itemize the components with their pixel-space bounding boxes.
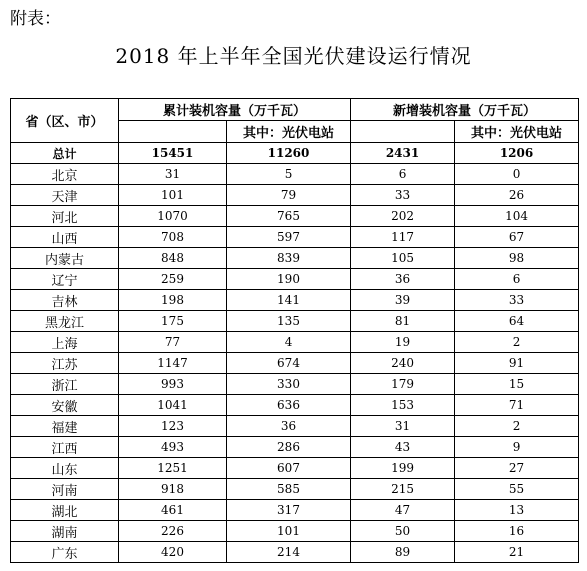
province-cell: 江苏 [11, 353, 119, 374]
table-row [11, 479, 579, 500]
province-cell: 湖南 [11, 521, 119, 542]
new-cell: 43 [351, 437, 455, 458]
total-row [11, 143, 579, 164]
page-title: 2018 年上半年全国光伏建设运行情况 [115, 44, 472, 68]
new-cell: 31 [351, 416, 455, 437]
cumulative-station-cell: 79 [227, 185, 351, 206]
table-row [11, 332, 579, 353]
cumulative-cell: 461 [119, 500, 227, 521]
new-cell: 117 [351, 227, 455, 248]
table-row [11, 500, 579, 521]
cumulative-station-cell: 4 [227, 332, 351, 353]
cumulative-station-cell: 636 [227, 395, 351, 416]
province-cell: 辽宁 [11, 269, 119, 290]
header-row-1 [11, 99, 579, 121]
new-station-cell: 13 [455, 500, 579, 521]
new-cell: 179 [351, 374, 455, 395]
cumulative-cell: 918 [119, 479, 227, 500]
cumulative-cell: 848 [119, 248, 227, 269]
new-cell: 202 [351, 206, 455, 227]
cumulative-cell: 993 [119, 374, 227, 395]
table-row [11, 185, 579, 206]
new-station-cell: 104 [455, 206, 579, 227]
new-cell: 215 [351, 479, 455, 500]
cumulative-station-cell: 765 [227, 206, 351, 227]
cumulative-cell: 226 [119, 521, 227, 542]
appendix-label: 附表： [10, 9, 61, 29]
cumulative-cell: 1251 [119, 458, 227, 479]
table-row [11, 521, 579, 542]
cumulative-station-cell: 36 [227, 416, 351, 437]
cumulative-cell: 1041 [119, 395, 227, 416]
cumulative-station-cell: 5 [227, 164, 351, 185]
cumulative-station-cell: 135 [227, 311, 351, 332]
new-station-cell: 67 [455, 227, 579, 248]
cumulative-station-cell: 214 [227, 542, 351, 563]
pv-capacity-table [10, 98, 579, 563]
province-cell: 广东 [11, 542, 119, 563]
cumulative-station-cell: 317 [227, 500, 351, 521]
cumulative-cell: 123 [119, 416, 227, 437]
new-station-cell: 2 [455, 416, 579, 437]
new-cell: 36 [351, 269, 455, 290]
table-row [11, 374, 579, 395]
cumulative-station-cell: 585 [227, 479, 351, 500]
province-cell: 福建 [11, 416, 119, 437]
cumulative-cell: 175 [119, 311, 227, 332]
header-cum-blank [119, 121, 227, 143]
total-cum-station: 11260 [227, 143, 351, 164]
table-row [11, 437, 579, 458]
new-cell: 39 [351, 290, 455, 311]
province-cell: 安徽 [11, 395, 119, 416]
cumulative-cell: 1070 [119, 206, 227, 227]
cumulative-station-cell: 330 [227, 374, 351, 395]
new-station-cell: 16 [455, 521, 579, 542]
province-cell: 吉林 [11, 290, 119, 311]
new-station-cell: 98 [455, 248, 579, 269]
new-station-cell: 26 [455, 185, 579, 206]
new-station-cell: 64 [455, 311, 579, 332]
province-cell: 山东 [11, 458, 119, 479]
cumulative-cell: 77 [119, 332, 227, 353]
total-new: 2431 [351, 143, 455, 164]
new-cell: 33 [351, 185, 455, 206]
new-station-cell: 9 [455, 437, 579, 458]
province-cell: 湖北 [11, 500, 119, 521]
header-province: 省（区、市） [11, 99, 119, 143]
province-cell: 黑龙江 [11, 311, 119, 332]
cumulative-station-cell: 839 [227, 248, 351, 269]
table-row [11, 458, 579, 479]
header-new-station: 其中：光伏电站 [455, 121, 579, 143]
total-label: 总计 [11, 143, 119, 164]
cumulative-station-cell: 141 [227, 290, 351, 311]
table-row [11, 206, 579, 227]
province-cell: 浙江 [11, 374, 119, 395]
province-cell: 天津 [11, 185, 119, 206]
new-station-cell: 2 [455, 332, 579, 353]
total-cum: 15451 [119, 143, 227, 164]
table-row [11, 227, 579, 248]
new-station-cell: 0 [455, 164, 579, 185]
new-station-cell: 55 [455, 479, 579, 500]
new-station-cell: 6 [455, 269, 579, 290]
table-row [11, 269, 579, 290]
cumulative-cell: 101 [119, 185, 227, 206]
new-cell: 50 [351, 521, 455, 542]
cumulative-cell: 708 [119, 227, 227, 248]
table-row [11, 311, 579, 332]
table-row [11, 542, 579, 563]
table-row [11, 395, 579, 416]
cumulative-cell: 420 [119, 542, 227, 563]
cumulative-cell: 31 [119, 164, 227, 185]
cumulative-station-cell: 286 [227, 437, 351, 458]
province-cell: 内蒙古 [11, 248, 119, 269]
table-row [11, 248, 579, 269]
new-cell: 89 [351, 542, 455, 563]
table-row [11, 164, 579, 185]
cumulative-station-cell: 607 [227, 458, 351, 479]
cumulative-cell: 259 [119, 269, 227, 290]
province-cell: 江西 [11, 437, 119, 458]
new-cell: 240 [351, 353, 455, 374]
province-cell: 北京 [11, 164, 119, 185]
new-cell: 47 [351, 500, 455, 521]
table-row [11, 290, 579, 311]
cumulative-station-cell: 597 [227, 227, 351, 248]
new-station-cell: 33 [455, 290, 579, 311]
new-station-cell: 21 [455, 542, 579, 563]
new-station-cell: 71 [455, 395, 579, 416]
cumulative-station-cell: 190 [227, 269, 351, 290]
cumulative-station-cell: 674 [227, 353, 351, 374]
total-new-station: 1206 [455, 143, 579, 164]
header-new-blank [351, 121, 455, 143]
table-row [11, 416, 579, 437]
table-row [11, 353, 579, 374]
cumulative-station-cell: 101 [227, 521, 351, 542]
new-station-cell: 91 [455, 353, 579, 374]
cumulative-cell: 198 [119, 290, 227, 311]
province-cell: 上海 [11, 332, 119, 353]
new-station-cell: 27 [455, 458, 579, 479]
cumulative-cell: 493 [119, 437, 227, 458]
header-cumulative: 累计装机容量（万千瓦） [119, 99, 351, 121]
province-cell: 山西 [11, 227, 119, 248]
new-cell: 19 [351, 332, 455, 353]
header-new: 新增装机容量（万千瓦） [351, 99, 579, 121]
province-cell: 河北 [11, 206, 119, 227]
new-cell: 81 [351, 311, 455, 332]
header-cum-station: 其中：光伏电站 [227, 121, 351, 143]
new-cell: 6 [351, 164, 455, 185]
new-cell: 153 [351, 395, 455, 416]
new-station-cell: 15 [455, 374, 579, 395]
province-cell: 河南 [11, 479, 119, 500]
cumulative-cell: 1147 [119, 353, 227, 374]
new-cell: 199 [351, 458, 455, 479]
new-cell: 105 [351, 248, 455, 269]
